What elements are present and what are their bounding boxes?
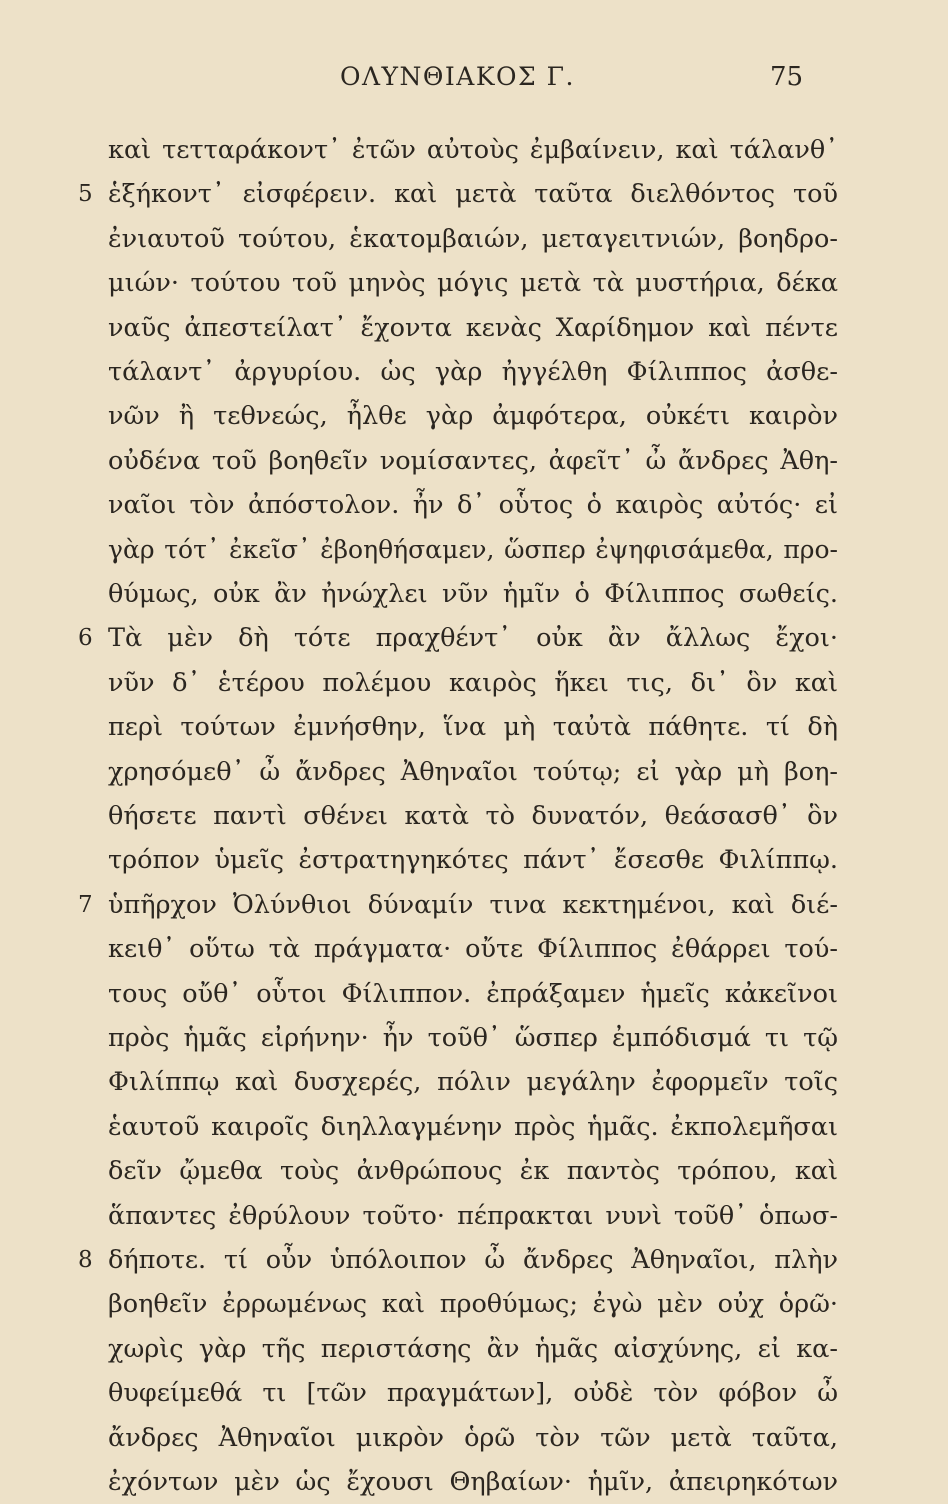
- line-number: [78, 927, 102, 971]
- line-number: [78, 528, 102, 572]
- line-number: [78, 661, 102, 705]
- text-line: θήσετε παντὶ σθένει κατὰ τὸ δυνατόν, θεάσασθ᾽ ὃν: [108, 801, 838, 831]
- text-line: ναῦς ἀπεστείλατ᾽ ἔχοντα κενὰς Χαρίδημον καὶ πέντε: [108, 313, 838, 343]
- line-number: [78, 1016, 102, 1060]
- line-number: [78, 1371, 102, 1415]
- text-line: τους οὔθ᾽ οὗτοι Φίλιππον. ἐπράξαμεν ἡμεῖς κἀκεῖνοι: [108, 979, 838, 1009]
- text-line: γὰρ τότ᾽ ἐκεῖσ᾽ ἐβοηθήσαμεν, ὥσπερ ἐψηφισάμεθα, προ-: [108, 535, 838, 564]
- line-number: [78, 1327, 102, 1371]
- line-number: [78, 705, 102, 749]
- text-line: δήποτε. τί οὖν ὑπόλοιπον ὦ ἄνδρες Ἀθηναῖοι, πλὴν: [108, 1245, 838, 1275]
- line-number: [78, 394, 102, 438]
- text-line: νῶν ἢ τεθνεώς, ἦλθε γὰρ ἀμφότερα, οὐκέτι καιρὸν: [108, 401, 838, 431]
- text-line: ἑξήκοντ᾽ εἰσφέρειν. καὶ μετὰ ταῦτα διελθόντος τοῦ: [108, 179, 838, 209]
- page-header: [0, 52, 948, 92]
- line-number: [78, 439, 102, 483]
- text-line: ὑπῆρχον Ὀλύνθιοι δύναμίν τινα κεκτημένοι, καὶ διέ-: [108, 890, 838, 920]
- line-number: [78, 1282, 102, 1326]
- line-number: 6: [78, 625, 93, 651]
- text-line: ἑαυτοῦ καιροῖς διηλλαγμένην πρὸς ἡμᾶς. ἐκπολεμῆσαι: [108, 1112, 838, 1142]
- text-line: ἄνδρες Ἀθηναῖοι μικρὸν ὁρῶ τὸν τῶν μετὰ ταῦτα,: [108, 1423, 838, 1453]
- line-number: [78, 972, 102, 1016]
- line-number: [78, 217, 102, 261]
- text-line: περὶ τούτων ἐμνήσθην, ἵνα μὴ ταὐτὰ πάθητε. τί δὴ: [108, 712, 838, 742]
- line-number: [78, 261, 102, 305]
- line-number: [78, 1194, 102, 1238]
- page-number: 75: [770, 62, 804, 92]
- line-number: 7: [78, 892, 93, 918]
- line-number: 8: [78, 1247, 93, 1273]
- text-line: νῦν δ᾽ ἑτέρου πολέμου καιρὸς ἥκει τις, δι᾽ ὃν καὶ: [108, 668, 838, 698]
- line-number: [78, 750, 102, 794]
- line-number: [78, 1460, 102, 1504]
- text-line: βοηθεῖν ἐρρωμένως καὶ προθύμως; ἐγὼ μὲν οὐχ ὁρῶ·: [108, 1289, 838, 1319]
- text-line: Φιλίππῳ καὶ δυσχερές, πόλιν μεγάλην ἐφορμεῖν τοῖς: [108, 1067, 838, 1097]
- line-number: [78, 350, 102, 394]
- text-line: τρόπον ὑμεῖς ἐστρατηγηκότες πάντ᾽ ἔσεσθε Φιλίππῳ.: [108, 845, 838, 875]
- text-line: χρησόμεθ᾽ ὦ ἄνδρες Ἀθηναῖοι τούτῳ; εἰ γὰρ μὴ βοη-: [108, 757, 838, 787]
- line-number: [78, 483, 102, 527]
- text-line: θύμως, οὐκ ἂν ἠνώχλει νῦν ἡμῖν ὁ Φίλιππος σωθείς.: [108, 579, 838, 609]
- line-number: [78, 1416, 102, 1460]
- text-line: ἐχόντων μὲν ὡς ἔχουσι Θηβαίων· ἡμῖν, ἀπειρηκότων: [108, 1467, 838, 1497]
- line-number: [78, 1149, 102, 1193]
- text-line: ἅπαντες ἐθρύλουν τοῦτο· πέπρακται νυνὶ τοῦθ᾽ ὁπωσ-: [108, 1201, 838, 1231]
- line-number: [78, 128, 102, 172]
- text-line: θυφείμεθά τι [τῶν πραγμάτων], οὐδὲ τὸν φόβον ὦ: [108, 1378, 838, 1408]
- text-line: κειθ᾽ οὕτω τὰ πράγματα· οὔτε Φίλιππος ἐθάρρει τού-: [108, 934, 838, 964]
- line-number: [78, 1105, 102, 1149]
- text-line: μιών· τούτου τοῦ μηνὸς μόγις μετὰ τὰ μυστήρια, δέκα: [108, 268, 838, 298]
- text-line: πρὸς ἡμᾶς εἰρήνην· ἦν τοῦθ᾽ ὥσπερ ἐμπόδισμά τι τῷ: [108, 1023, 838, 1053]
- text-line: Τὰ μὲν δὴ τότε πραχθέντ᾽ οὐκ ἂν ἄλλως ἔχοι·: [108, 623, 838, 653]
- line-number: [78, 1060, 102, 1104]
- line-number: [78, 794, 102, 838]
- text-line: τάλαντ᾽ ἀργυρίου. ὡς γὰρ ἠγγέλθη Φίλιππος ἀσθε-: [108, 357, 838, 387]
- text-line: ναῖοι τὸν ἀπόστολον. ἦν δ᾽ οὗτος ὁ καιρὸς αὐτός· εἰ: [108, 490, 838, 520]
- text-line: καὶ τετταράκοντ᾽ ἐτῶν αὐτοὺς ἐμβαίνειν, καὶ τάλανθ᾽: [108, 135, 838, 165]
- text-line: δεῖν ᾤμεθα τοὺς ἀνθρώπους ἐκ παντὸς τρόπου, καὶ: [108, 1156, 838, 1186]
- text-line: οὐδένα τοῦ βοηθεῖν νομίσαντες, ἀφεῖτ᾽ ὦ ἄνδρες Ἀθη-: [108, 446, 838, 476]
- line-number: 5: [78, 181, 93, 207]
- line-number: [78, 306, 102, 350]
- text-line: χωρὶς γὰρ τῆς περιστάσης ἂν ἡμᾶς αἰσχύνης, εἰ κα-: [108, 1334, 838, 1364]
- running-title: ΟΛΥΝΘΙΑΚΟΣ Γ.: [340, 62, 575, 91]
- text-line: ἐνιαυτοῦ τούτου, ἑκατομβαιών, μεταγειτνιών, βοηδρο-: [108, 224, 838, 254]
- line-number: [78, 572, 102, 616]
- line-number: [78, 838, 102, 882]
